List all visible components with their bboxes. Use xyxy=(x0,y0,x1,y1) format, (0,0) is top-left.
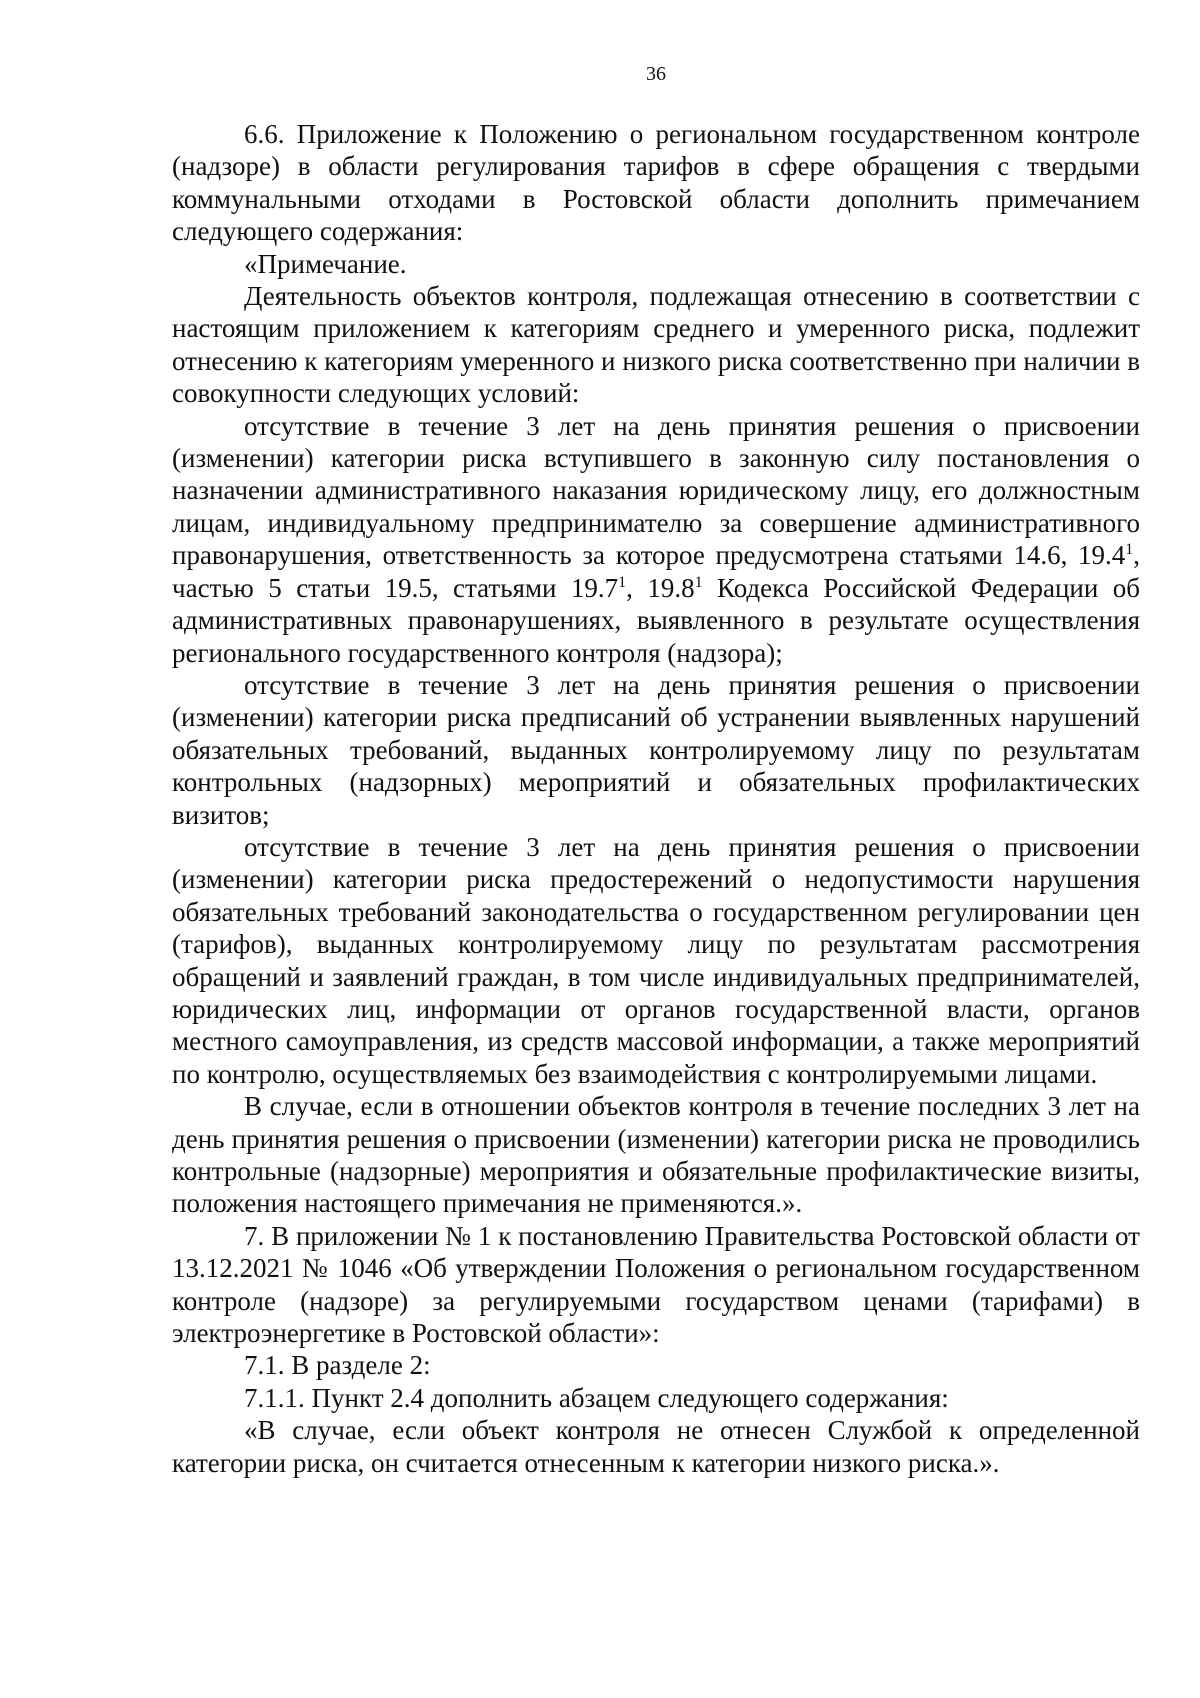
paragraph-exception: В случае, если в отношении объектов контроля в течение последних 3 лет на день принятия решения о присвоении (изменении) категории риска не проводились контрольные (надзорные) мероприятия и обязательные профилактические визиты, положения настоящего примечания не применяются.». xyxy=(172,1091,1140,1219)
superscript-1: 1 xyxy=(1125,541,1134,559)
paragraph-condition-2: отсутствие в течение 3 лет на день принятия решения о присвоении (изменении) категории риска предписаний об устранении выявленных нарушений обязательных требований, выданных контролируемому лицу по результатам контрольных (надзорных) мероприятий и обязательных профилактических визитов; xyxy=(172,669,1140,830)
condition-1-text-c: , 19.8 xyxy=(626,572,695,603)
paragraph-7-1-1: 7.1.1. Пункт 2.4 дополнить абзацем следующего содержания: xyxy=(244,1382,949,1413)
paragraph-7: 7. В приложении № 1 к постановлению Правительства Ростовской области от 13.12.2021 № 1046 «Об утверждении Положения о региональном государственном контроле (надзоре) за регулируемыми государством ценами (тарифами) в электроэнергетике в Ростовской области»: xyxy=(172,1220,1140,1349)
condition-1-text-d: Кодекса Российской Федерации об административных правонарушениях, выявленного в результате осуществления регионального государственного контроля (надзора); xyxy=(172,572,1140,668)
paragraph-note-title: «Примечание. xyxy=(244,248,407,279)
paragraph-condition-1 xyxy=(172,410,1140,669)
page-number: 36 xyxy=(646,63,666,85)
paragraph-note-intro: Деятельность объектов контроля, подлежащая отнесению в соответствии с настоящим приложением к категориям среднего и умеренного риска, подлежит отнесению к категориям умеренного и низкого риска соответственно при наличии в совокупности следующих условий: xyxy=(172,281,1140,409)
superscript-3: 1 xyxy=(694,573,703,591)
condition-1-text-b: , частью 5 статьи 19.5, статьями 19.7 xyxy=(172,540,1140,603)
paragraph-7-1: 7.1. В разделе 2: xyxy=(244,1350,431,1381)
paragraph-new-text: «В случае, если объект контроля не отнесен Службой к определенной категории риска, он считается отнесенным к категории низкого риска.». xyxy=(172,1415,1140,1478)
superscript-2: 1 xyxy=(618,573,627,591)
paragraph-6-6: 6.6. Приложение к Положению о региональном государственном контроле (надзоре) в области регулирования тарифов в сфере обращения с твердыми коммунальными отходами в Ростовской области дополнить примечанием следующего содержания: xyxy=(172,119,1140,247)
condition-1-text-a: отсутствие в течение 3 лет на день принятия решения о присвоении (изменении) категории риска вступившего в законную силу постановления о назначении административного наказания юридическому лицу, его должностным лицам, индивидуальному предпринимателю за совершение административного правонарушения, ответственность за которое предусмотрена статьями 14.6, 19.4 xyxy=(172,410,1140,571)
document-page xyxy=(172,62,1140,1479)
paragraph-condition-3: отсутствие в течение 3 лет на день принятия решения о присвоении (изменении) категории риска предостережений о недопустимости нарушения обязательных требований законодательства о государственном регулировании цен (тарифов), выданных контролируемому лицу по результатам рассмотрения обращений и заявлений граждан, в том числе индивидуальных предпринимателей, юридических лиц, информации от органов государственной власти, органов местного самоуправления, из средств массовой информации, а также мероприятий по контролю, осуществляемых без взаимодействия с контролируемыми лицами. xyxy=(172,831,1140,1089)
